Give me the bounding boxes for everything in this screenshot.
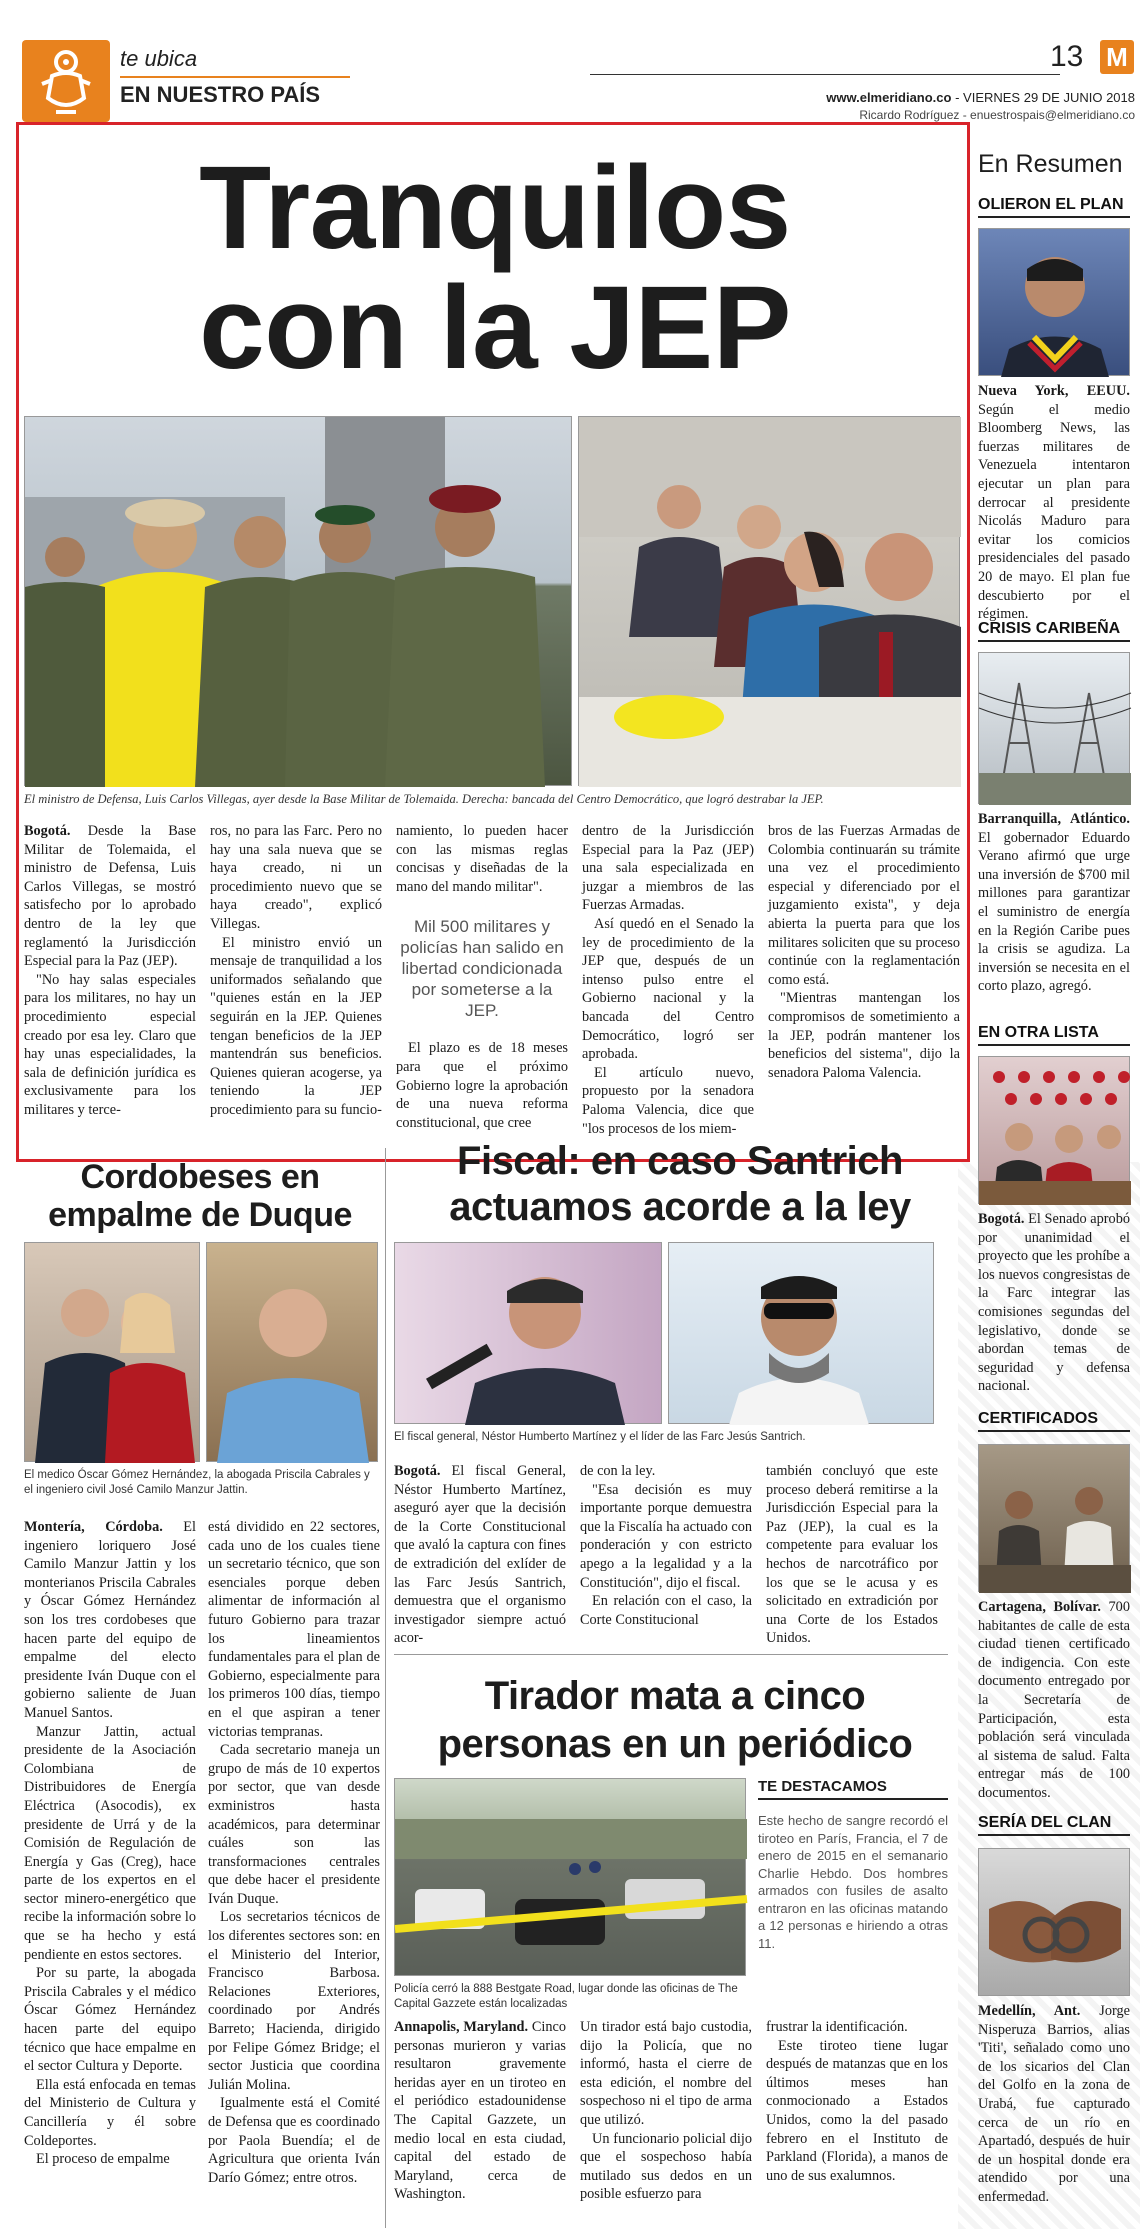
sidebar-text-3: Bogotá. El Senado aprobó por unanimidad el proyecto que les prohíbe a los nuevos congresistas de la Farc integrar las comisiones segundas del legislativo, donde se abordan temas de seguridad y defensa nacional.	[978, 1211, 1130, 1395]
sidebar-photo-maduro	[978, 228, 1130, 376]
sidebar-title: En Resumen	[978, 150, 1123, 178]
sidebar-photo-handcuffs	[978, 1848, 1130, 1996]
publication-logo: M	[1100, 40, 1134, 74]
cordobeses-col-2: está dividido en 22 sectores, cada uno de los cuales tiene un secretario técnico, que son esenciales porque deben alimentar de información al futuro Gobierno para trazar los lineamientos fundamentales para el plan de Gobierno, especialmente para los primeros 100 días, tiempo en el que aspiran a tener victorias tempranas. Cada secretario maneja un grupo de más de 10 expertos por sector, que van desde exministros hasta académicos, para determinar cuáles son las transformaciones centrales que debe hacer el presidente Iván Duque. Los secretarios técnicos de los diferentes sectores son: en el Ministerio del Interior, Francisco Barbosa. Relaciones Exteriores, coordinado por Andrés Barreto; Hacienda, dirigido por Felipe Gómez Bridge; el sector Justicia que coordina Julián Molina. Igualmente está el Comité de Defensa que es coordinado por Paola Buendía; el de Agricultura que orienta Iván Darío Gómez; entre otros.	[208, 1519, 380, 2186]
header-rule	[590, 74, 1060, 75]
main-col-4: dentro de la Jurisdicción Especial para la Paz (JEP) una sala especializada en juzgar a miembros de las Fuerzas Armadas. Así quedó en el Senado la ley de procedimiento de la JEP que, después de un intenso pulso entre el Gobierno nacional y la bancada del Centro Democrático, logró ser aprobada. El artículo nuevo, propuesto por la senadora Paloma Valencia, dice que "los procesos de los miem-	[582, 823, 754, 1137]
vase-mascot-icon	[22, 40, 110, 122]
main-col-5: bros de las Fuerzas Armadas de Colombia continuarán su trámite una vez el procedimiento especial y diferenciado por el juzgamiento exista", y deja abierta la puerta para que los militares soliciten que su proceso continúe con la reglamentación como está. "Mientras mantengan los compromisos de sometimiento a la JEP, podrán mantener los beneficios del sistema", dijo la senadora Paloma Valencia.	[768, 823, 960, 1081]
page-number: 13	[1050, 40, 1084, 73]
destacamos-head: TE DESTACAMOS	[758, 1778, 948, 1800]
main-headline-line1: Tranquilos	[199, 142, 791, 274]
photo-cordobeses-1	[24, 1242, 200, 1462]
sidebar-photo-senate	[978, 1056, 1130, 1204]
sidebar-text-1: Nueva York, EEUU. Según el medio Bloomberg News, las fuerzas militares de Venezuela intentaron ejecutar un plan para derrocar al presidente Nicolás Maduro para evitar los comicios presidenciales del pasado 20 de mayo. El plan fue descubierto por el régimen.	[978, 383, 1130, 623]
section-main: EN NUESTRO PAÍS	[120, 82, 321, 107]
fiscal-headline: Fiscal: en caso Santrich actuamos acorde a la ley	[449, 1139, 911, 1229]
section-pre: te ubica	[120, 46, 198, 71]
sidebar-photo-street	[978, 1444, 1130, 1592]
sidebar-text-2: Barranquilla, Atlántico. El gobernador Eduardo Verano afirmó que urge una inversión de $700 mil millones para garantizar el suministro de energía en la Región Caribe pues la crisis se agudiza. La inversión se necesita en el corto plazo, agregó.	[978, 811, 1130, 995]
section-logo	[22, 40, 110, 122]
destacamos-text: Este hecho de sangre recordó el tiroteo en París, Francia, el 7 de enero de 2015 en el semanario Charlie Hebdo. Dos hombres armados con fusiles de asalto entraron en las oficinas matando a 12 personas e hiriendo a otras 11.	[758, 1813, 948, 1951]
fiscal-caption: El fiscal general, Néstor Humberto Martínez y el líder de las Farc Jesús Santrich.	[394, 1431, 806, 1443]
fiscal-col-3: también concluyó que este proceso deberá remitirse a la Jurisdicción Especial para la Paz (JEP), la cual es la competente para evaluar los hechos de narcotráfico por los que se le acusa y es solicitado en extradición por una Corte de los Estados Unidos.	[766, 1463, 938, 1647]
cordobeses-headline: Cordobeses en empalme de Duque	[48, 1158, 352, 1234]
tirador-caption: Policía cerró la 888 Bestgate Road, lugar donde las oficinas de The Capital Gazzete están localizadas	[394, 1983, 738, 2010]
main-dateline: Bogotá.	[24, 823, 71, 839]
photo-fiscal-martinez	[394, 1242, 662, 1424]
photo-cordobeses-2	[206, 1242, 378, 1462]
main-col-2: ros, no para las Farc. Pero no hay una sala nueva que se haya creado, ni un procedimiento nuevo que se haya creado", explicó Villegas. El ministro envió un mensaje de tranquilidad a los uniformados señalando que "quienes están en la JEP seguirán en la JEP. Quienes tengan beneficios de la JEP mantendrán sus beneficios. Quienes quieran acogerse, ya teniendo la JEP procedimiento para su funcio-	[210, 823, 382, 1118]
edition-date: - VIERNES 29 DE JUNIO 2018	[955, 90, 1135, 105]
tirador-col-1: Annapolis, Maryland. Cinco personas murieron y varias resultaron gravemente heridas ayer en un tiroteo en el periódico estadounidense The Capital Gazzete, un medio local en esta ciudad, capital del estado de Maryland, cerca de Washington.	[394, 2019, 566, 2203]
main-col-3: namiento, lo pueden hacer con las mismas reglas concisas y diseñadas de la mano del mando militar". Mil 500 militares y policías han salido en libertad condicionada por someterse a la JEP. El plazo es de 18 meses para que el próximo Gobierno logre la aprobación de una nueva reforma constitucional, que cree	[396, 823, 568, 1131]
sidebar-photo-power-lines	[978, 652, 1130, 804]
sidebar-text-5: Medellín, Ant. Jorge Nisperuza Barrios, alias 'Titi', señalado como uno de los sicarios del Clan del Golfo en la zona de Urabá, fue capturado cerca de un río en Apartadó, después de huir de un hospital donde era atendido por una enfermedad.	[978, 2003, 1130, 2205]
sidebar-text-4: Cartagena, Bolívar. 700 habitantes de calle de esta ciudad tienen certificado de indigencia. Con este documento entregado por la Secretaría de Participación, esta población será vinculada al sistema de salud. Falta entregar más de 100 documentos.	[978, 1599, 1130, 1801]
sidebar-head-3: EN OTRA LISTA	[978, 1024, 1130, 1046]
pullquote: Mil 500 militares y policías han salido en libertad condicionada por someterse a la JEP.	[400, 917, 564, 1021]
sidebar-head-1: OLIERON EL PLAN	[978, 196, 1130, 218]
tirador-col-3: frustrar la identificación. Este tiroteo tiene lugar después de matanzas que en los últimos meses han conmocionado a Estados Unidos, como la del pasado febrero en el Instituto de Parkland (Florida), a manos de uno de sus exalumnos.	[766, 2019, 948, 2184]
sidebar-head-2: CRISIS CARIBEÑA	[978, 620, 1130, 642]
main-headline	[30, 142, 960, 394]
photo-centro-democratico	[578, 416, 960, 786]
main-headline-line2: con la JEP	[199, 262, 791, 394]
fiscal-col-1: Bogotá. El fiscal General, Néstor Humberto Martínez, aseguró ayer que la decisión de la Corte Constitucional que avaló la captura con fines de extradición del exlíder de las Farc Jesús Santrich, demuestra que el organismo investigador siempre actuó acor-	[394, 1463, 566, 1647]
photo-annapolis	[394, 1778, 746, 1976]
tirador-col-2: Un tirador está bajo custodia, dijo la Policía, que no informó, hasta el cierre de esta edición, el nombre del sospechoso ni el tipo de arma que utilizó. Un funcionario policial dijo que el sospechoso había mutilado sus dedos en un posible esfuerzo para	[580, 2019, 752, 2203]
photo-santrich	[668, 1242, 934, 1424]
tirador-headline: Tirador mata a cinco personas en un periódico	[437, 1674, 913, 1766]
photo-minister-military	[24, 416, 572, 786]
cordobeses-col-1: Montería, Córdoba. El ingeniero loriquero José Camilo Manzur Jattin y los monterianos Priscila Cabrales y Óscar Gómez Hernández son los tres cordobeses que hacen parte del equipo de empalme del electo presidente Iván Duque con el gobierno saliente de Juan Manuel Santos. Manzur Jattin, actual presidente de la Asociación Colombiana de Distribuidores de Energía Eléctrica (Asocodis), ex presidente de Urrá y de la Comisión de Regulación de Energía y Gas (Creg), hace parte de los expertos en el sector minero-energético que recibe la información sobre lo que se ha hecho y está pendiente en estos sectores. Por su parte, la abogada Priscila Cabrales y el médico Óscar Gómez Hernández hacen parte del equipo técnico que hace empalme en el sector Cultura y Deporte. Ella está enfocada en temas del Ministerio de Cultura y Cancillería y él sobre Coldeportes. El proceso de empalme	[24, 1519, 196, 2168]
main-col-1: Bogotá. Desde la Base Militar de Tolemaida, el ministro de Defensa, Luis Carlos Villegas, se mostró satisfecho por lo aprobado dentro de la ley que reglamentó la Jurisdicción Especial para la Paz (JEP). "No hay salas especiales para los militares, no hay un procedimiento especial creado por esa ley. Claro que hay unas especialidades, la sala de definición jurídica es exclusivamente para los militares y terce-	[24, 823, 196, 1118]
header-dateline	[760, 90, 1135, 105]
sidebar-head-5: SERÍA DEL CLAN	[978, 1814, 1130, 1836]
fiscal-col-2: de con la ley. "Esa decisión es muy importante porque demuestra que la Fiscalía ha actuado con ponderación y con estricto apego a la legalidad y a la Constitución", dijo el fiscal. En relación con el caso, la Corte Constitucional	[580, 1463, 752, 1628]
cordobeses-caption: El medico Óscar Gómez Hernández, la abogada Priscila Cabrales y el ingeniero civil José Camilo Manzur Jattin.	[24, 1469, 370, 1496]
sidebar-head-4: CERTIFICADOS	[978, 1410, 1130, 1432]
section-divider	[120, 76, 350, 78]
divider-vertical-left	[385, 1148, 386, 2228]
website-link[interactable]: www.elmeridiano.co	[826, 90, 952, 105]
divider-horizontal-mid	[394, 1654, 948, 1655]
byline: Ricardo Rodríguez - enuestrospais@elmeridiano.co	[859, 108, 1135, 122]
main-photo-caption: El ministro de Defensa, Luis Carlos Villegas, ayer desde la Base Militar de Tolemaida. Derecha: bancada del Centro Democrático, que logró destrabar la JEP.	[24, 792, 824, 806]
